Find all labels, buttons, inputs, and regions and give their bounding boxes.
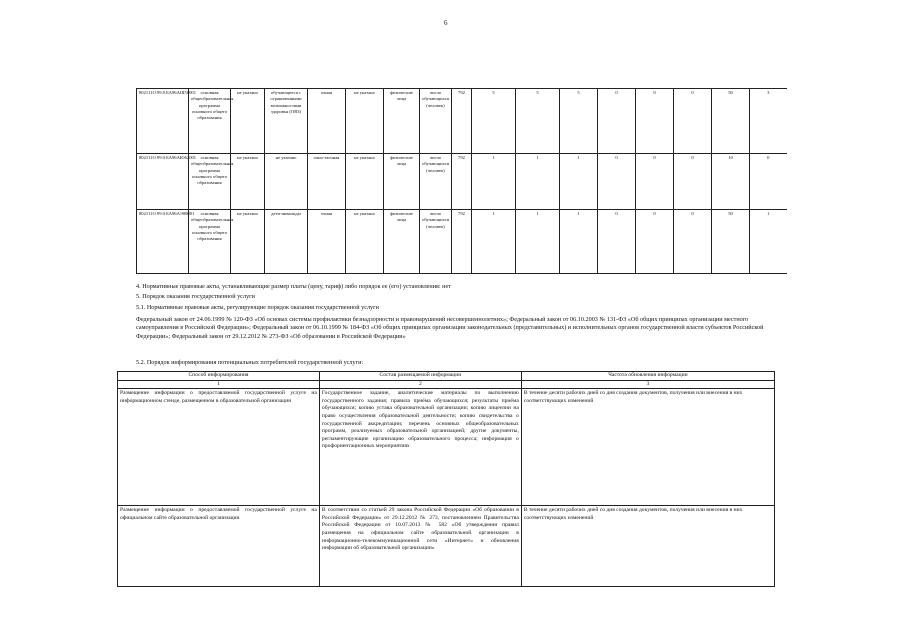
info-content: В соответствии со статьей 29 закона Российской Федерации «Об образовании в Российской Федерации» от 29.12.2012 № 273, постановлением Правительства Российской Федерации от 10.07.2013 № 582 «Об утверждении правил размещения на официальном сайте образовательной организации в информационно-телекоммуникационной сети «Интернет» и обновления информации об образовательной организации» <box>319 506 521 587</box>
cell: не указано <box>346 154 384 210</box>
table-row <box>137 210 787 274</box>
cell: не указано <box>265 154 308 210</box>
value-cell: 0 <box>636 89 674 154</box>
cell: очная <box>308 89 346 154</box>
value-cell: 1 <box>560 210 598 274</box>
value-cell: 50 <box>712 210 750 274</box>
value-cell: 1 <box>750 210 787 274</box>
value-cell: 1 <box>516 154 560 210</box>
section-5-2: 5.2. Порядок информирования потенциальных потребителей государственной услуги: <box>136 359 364 366</box>
column-number: 2 <box>319 380 521 389</box>
value-cell: 0 <box>636 154 674 210</box>
cell: обучающиеся с ограниченными возможностями здоровья (ОВЗ) <box>265 89 308 154</box>
column-number: 3 <box>521 380 774 389</box>
table-row <box>118 389 775 506</box>
value-cell: 0 <box>598 154 636 210</box>
column-header: Частота обновления информации <box>521 372 774 381</box>
program-name: основная общеобразовательная программа основного общего образования <box>189 210 231 274</box>
cell: физические лица <box>384 89 420 154</box>
info-table <box>117 371 775 587</box>
cell: не указано <box>231 154 265 210</box>
value-cell: 0 <box>674 154 712 210</box>
cell: 792 <box>452 210 472 274</box>
table-row <box>118 506 775 587</box>
table-row <box>137 154 787 210</box>
value-cell: 1 <box>560 154 598 210</box>
info-method: Размещение информации о предоставляемой государственной услуге на официальном сайте образовательной организации <box>118 506 320 587</box>
program-name: основная общеобразовательная программа основного общего образования <box>189 154 231 210</box>
cell: не указано <box>231 89 265 154</box>
value-cell: 0 <box>598 89 636 154</box>
page-number: 6 <box>444 19 448 27</box>
value-cell: 50 <box>712 89 750 154</box>
value-cell: 1 <box>516 210 560 274</box>
table-row <box>137 89 787 154</box>
value-cell: 5 <box>472 89 516 154</box>
value-cell: 5 <box>560 89 598 154</box>
laws-text: Федеральный закон от 24.06.1999 № 120-ФЗ «Об основах системы профилактики безнадзорности и правонарушений несовершеннолетних»; Федеральный закон от 06.10.2003 № 131-ФЗ «Об общих принципах организации местного самоуправления в Российской Федерации»; Федеральный закон от 06.10.1999 № 184-ФЗ «Об общих принципах организации законодательных (представительных) и исполнительных органов государственной власти субъектов Российской Федерации»; Федеральный закон от 29.12.2012 № 273-ФЗ «Об образовании в Российской Федерации» <box>136 316 764 340</box>
cell: 792 <box>452 154 472 210</box>
registry-code: 802111О.99.0.БА96АШ58001 <box>137 89 189 154</box>
value-cell: 0 <box>598 210 636 274</box>
cell: не указано <box>346 89 384 154</box>
column-header: Способ информирования <box>118 372 320 381</box>
registry-table <box>136 88 787 274</box>
value-cell: 0 <box>750 154 787 210</box>
section-4: 4. Нормативные правовые акты, устанавливающие размер платы (цену, тариф) либо порядок ее (его) установления: нет <box>136 283 451 290</box>
cell: число обучающихся (человек) <box>420 89 452 154</box>
cell: очная <box>308 210 346 274</box>
info-method: Размещение информации о предоставляемой государственной услуге на информационном стенде, размещенном в образовательной организации <box>118 389 320 506</box>
registry-code: 802111О.99.0.БА96АЭ08001 <box>137 210 189 274</box>
info-frequency: В течение десяти рабочих дней со дня создания документов, получения или внесения в них соответствующих изменений <box>521 506 774 587</box>
cell: число обучающихся (человек) <box>420 154 452 210</box>
value-cell: 1 <box>472 210 516 274</box>
cell: число обучающихся (человек) <box>420 210 452 274</box>
value-cell: 1 <box>472 154 516 210</box>
program-name: основная общеобразовательная программа основного общего образования <box>189 89 231 154</box>
info-content: Государственное задание, аналитические материалы по выполнению государственного задания; правила приёма обучающихся; результаты приёма обучающихся; копию устава образовательной организации; копию лицензии на право осуществления образовательной деятельности; копию свидетельства о государственной аккредитации; перечень основных общеобразовательных программ, реализуемых образовательной организацией; другие документы, регламентирующие организацию образовательного процесса; информация о профориентационных мероприятиях <box>319 389 521 506</box>
table-number-row <box>118 380 775 389</box>
info-frequency: В течение десяти рабочих дней со дня создания документов, получения или внесения в них соответствующих изменений <box>521 389 774 506</box>
value-cell: 0 <box>674 89 712 154</box>
cell: физические лица <box>384 154 420 210</box>
value-cell: 5 <box>516 89 560 154</box>
cell: 792 <box>452 89 472 154</box>
section-5-1: 5.1. Нормативные правовые акты, регулирующие порядок оказания государственной услуги <box>136 304 379 311</box>
section-5: 5. Порядок оказания государственной услуги <box>136 293 255 300</box>
value-cell: 10 <box>712 154 750 210</box>
cell: не указано <box>231 210 265 274</box>
cell: физические лица <box>384 210 420 274</box>
registry-code: 802111О.99.0.БА96АЮ62001 <box>137 154 189 210</box>
cell: очно-заочная <box>308 154 346 210</box>
value-cell: 0 <box>674 210 712 274</box>
value-cell: 0 <box>636 210 674 274</box>
cell: не указано <box>346 210 384 274</box>
column-header: Состав размещаемой информации <box>319 372 521 381</box>
column-number: 1 <box>118 380 320 389</box>
value-cell: 3 <box>750 89 787 154</box>
table-header-row <box>118 372 775 381</box>
cell: дети-инвалиды <box>265 210 308 274</box>
